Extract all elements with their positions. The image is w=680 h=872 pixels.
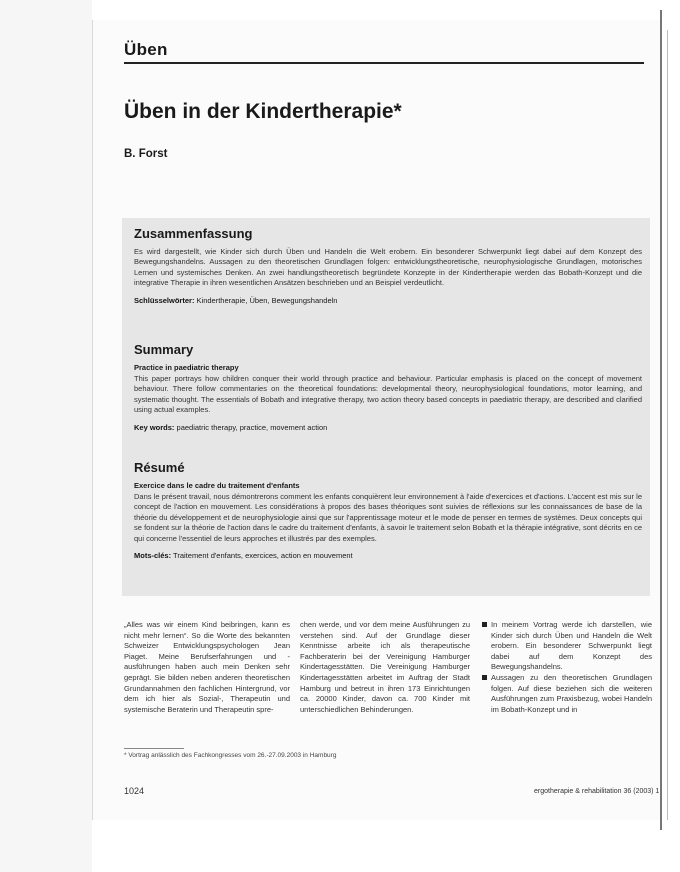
key-words bbox=[134, 423, 642, 433]
section-rule bbox=[124, 62, 644, 64]
summary-subtitle: Practice in paediatric therapy bbox=[134, 363, 239, 372]
resume-subtitle: Exercice dans le cadre du traitement d'enfants bbox=[134, 481, 300, 490]
mots-cles-text: Traitement d'enfants, exercices, action en mouvement bbox=[173, 551, 353, 561]
bullet-list bbox=[482, 620, 652, 715]
summary-text: This paper portrays how children conquer their world through practice and behaviour. Particular emphasis is placed on the concept of movement behaviour. There follow commentaries on the theoretical foundations: developmental theory, neurophysiological foundations, motor learning, and systematic thought. The essentials of Bobath and integrative therapy, two action theory based concepts in paediatric therapy, are described and clarified using actual examples. bbox=[134, 374, 642, 415]
abstract-german bbox=[134, 226, 642, 306]
bullet-square-icon bbox=[482, 622, 487, 627]
abstract-heading: Zusammenfassung bbox=[134, 226, 253, 241]
page-number: 1024 bbox=[124, 786, 145, 796]
key-words-text: paediatric therapy, practice, movement action bbox=[176, 422, 328, 432]
list-item: In meinem Vortrag werde ich darstellen, wie Kinder sich durch Üben und Handeln die Welt erobern. Ein besonderer Schwerpunkt liegt dabei auf dem Konzept des Bewegungshandelns. bbox=[482, 620, 652, 673]
scan-edge-line-2 bbox=[667, 30, 668, 820]
mots-cles bbox=[134, 551, 642, 561]
bullet-square-icon bbox=[482, 675, 487, 680]
summary-heading: Summary bbox=[134, 342, 194, 357]
resume-text: Dans le présent travail, nous démontrerons comment les enfants conquièrent leur environnement à l'aide d'exercices et d'actions. L'accent est mis sur le concept de l'action en mouvement. Les considérations à propos des bases théoriques sont suivies de réflexions sur les connaissances de base de la théorie du développement et de neurophysiologie ainsi que sur l'apprentissage moteur et le mode de penser en termes de systèmes. Deux concepts qui se fondent sur la théorie de l'action dans le cadre du traitement d'enfants, à savoir le traitement selon Bobath et la thérapie intégrative, sont décrits en ce qui concerne l'essentiel de leurs approches et illustrés par des exemples. bbox=[134, 492, 642, 543]
body-column-1: „Alles was wir einem Kind beibringen, kann es nicht mehr lernen“. So die Worte des bekannten Schweizer Entwicklungspsychologen Jean Piaget. Meine Berufserfahrungen und -ausführungen haben auch mein Denken sehr geprägt. Sie bilden neben anderen theoretischen Grundannahmen den fachlichen Hintergrund, vor dem ich hier als Sozial-, Therapeutin und systemische Beraterin und Therapeutin spre- bbox=[124, 620, 290, 714]
footnote-rule bbox=[124, 748, 184, 749]
resume-heading: Résumé bbox=[134, 460, 185, 475]
footnote: * Vortrag anlässlich des Fachkongresses vom 26.-27.09.2003 in Hamburg bbox=[124, 752, 337, 759]
abstract-text: Es wird dargestellt, wie Kinder sich durch Üben und Handeln die Welt erobern. Ein besonderer Schwerpunkt liegt dabei auf dem Konzept des Bewegungshandelns. Aussagen zu den theoretischen Grundlagen folgen: entwicklungstheoretische, neurophysiologische Grundlagen, motorisches Lernen und systemisches Denken. An zwei handlungstheoretisch begründete Konzepte in der Kindertherapie werden das Bobath-Konzept und die integrative Therapie in ihren wesentlichen Ansätzen beschrieben und an Beispiel verdeutlicht. bbox=[134, 247, 642, 288]
article-title: Üben in der Kindertherapie* bbox=[124, 100, 402, 123]
journal-reference: ergotherapie & rehabilitation 36 (2003) 1 bbox=[534, 788, 660, 795]
keywords bbox=[134, 296, 642, 306]
keywords-label: Schlüsselwörter: bbox=[134, 295, 195, 305]
scan-margin bbox=[0, 0, 92, 872]
body-column-3 bbox=[482, 620, 652, 715]
section-header: Üben bbox=[124, 40, 168, 59]
mots-cles-label: Mots-clés: bbox=[134, 551, 172, 561]
key-words-label: Key words: bbox=[134, 422, 175, 432]
keywords-text: Kindertherapie, Üben, Bewegungshandeln bbox=[196, 295, 338, 305]
body-column-2: chen werde, und vor dem meine Ausführungen zu verstehen sind. Auf der Grundlage dieser Kenntnisse arbeite ich als therapeutische Fachberaterin bei der Vereinigung Hamburger Kindertagesstätten. Die Vereinigung Hamburger Kindertagesstätten arbeitet im Auftrag der Stadt Hamburg und betreut in ihren 173 Einrichtungen ca. 20000 Kinder, davon ca. 700 Kinder mit unterschiedlichen Behinderungen. bbox=[300, 620, 470, 714]
list-item: Aussagen zu den theoretischen Grundlagen folgen. Auf diese beziehen sich die weiteren Ausführungen zum Praxisbezug, wobei Handeln im Bobath-Konzept und in bbox=[482, 673, 652, 715]
author: B. Forst bbox=[124, 148, 168, 160]
abstract-english bbox=[134, 342, 642, 433]
abstract-french bbox=[134, 460, 642, 561]
scan-edge-line bbox=[660, 10, 662, 830]
